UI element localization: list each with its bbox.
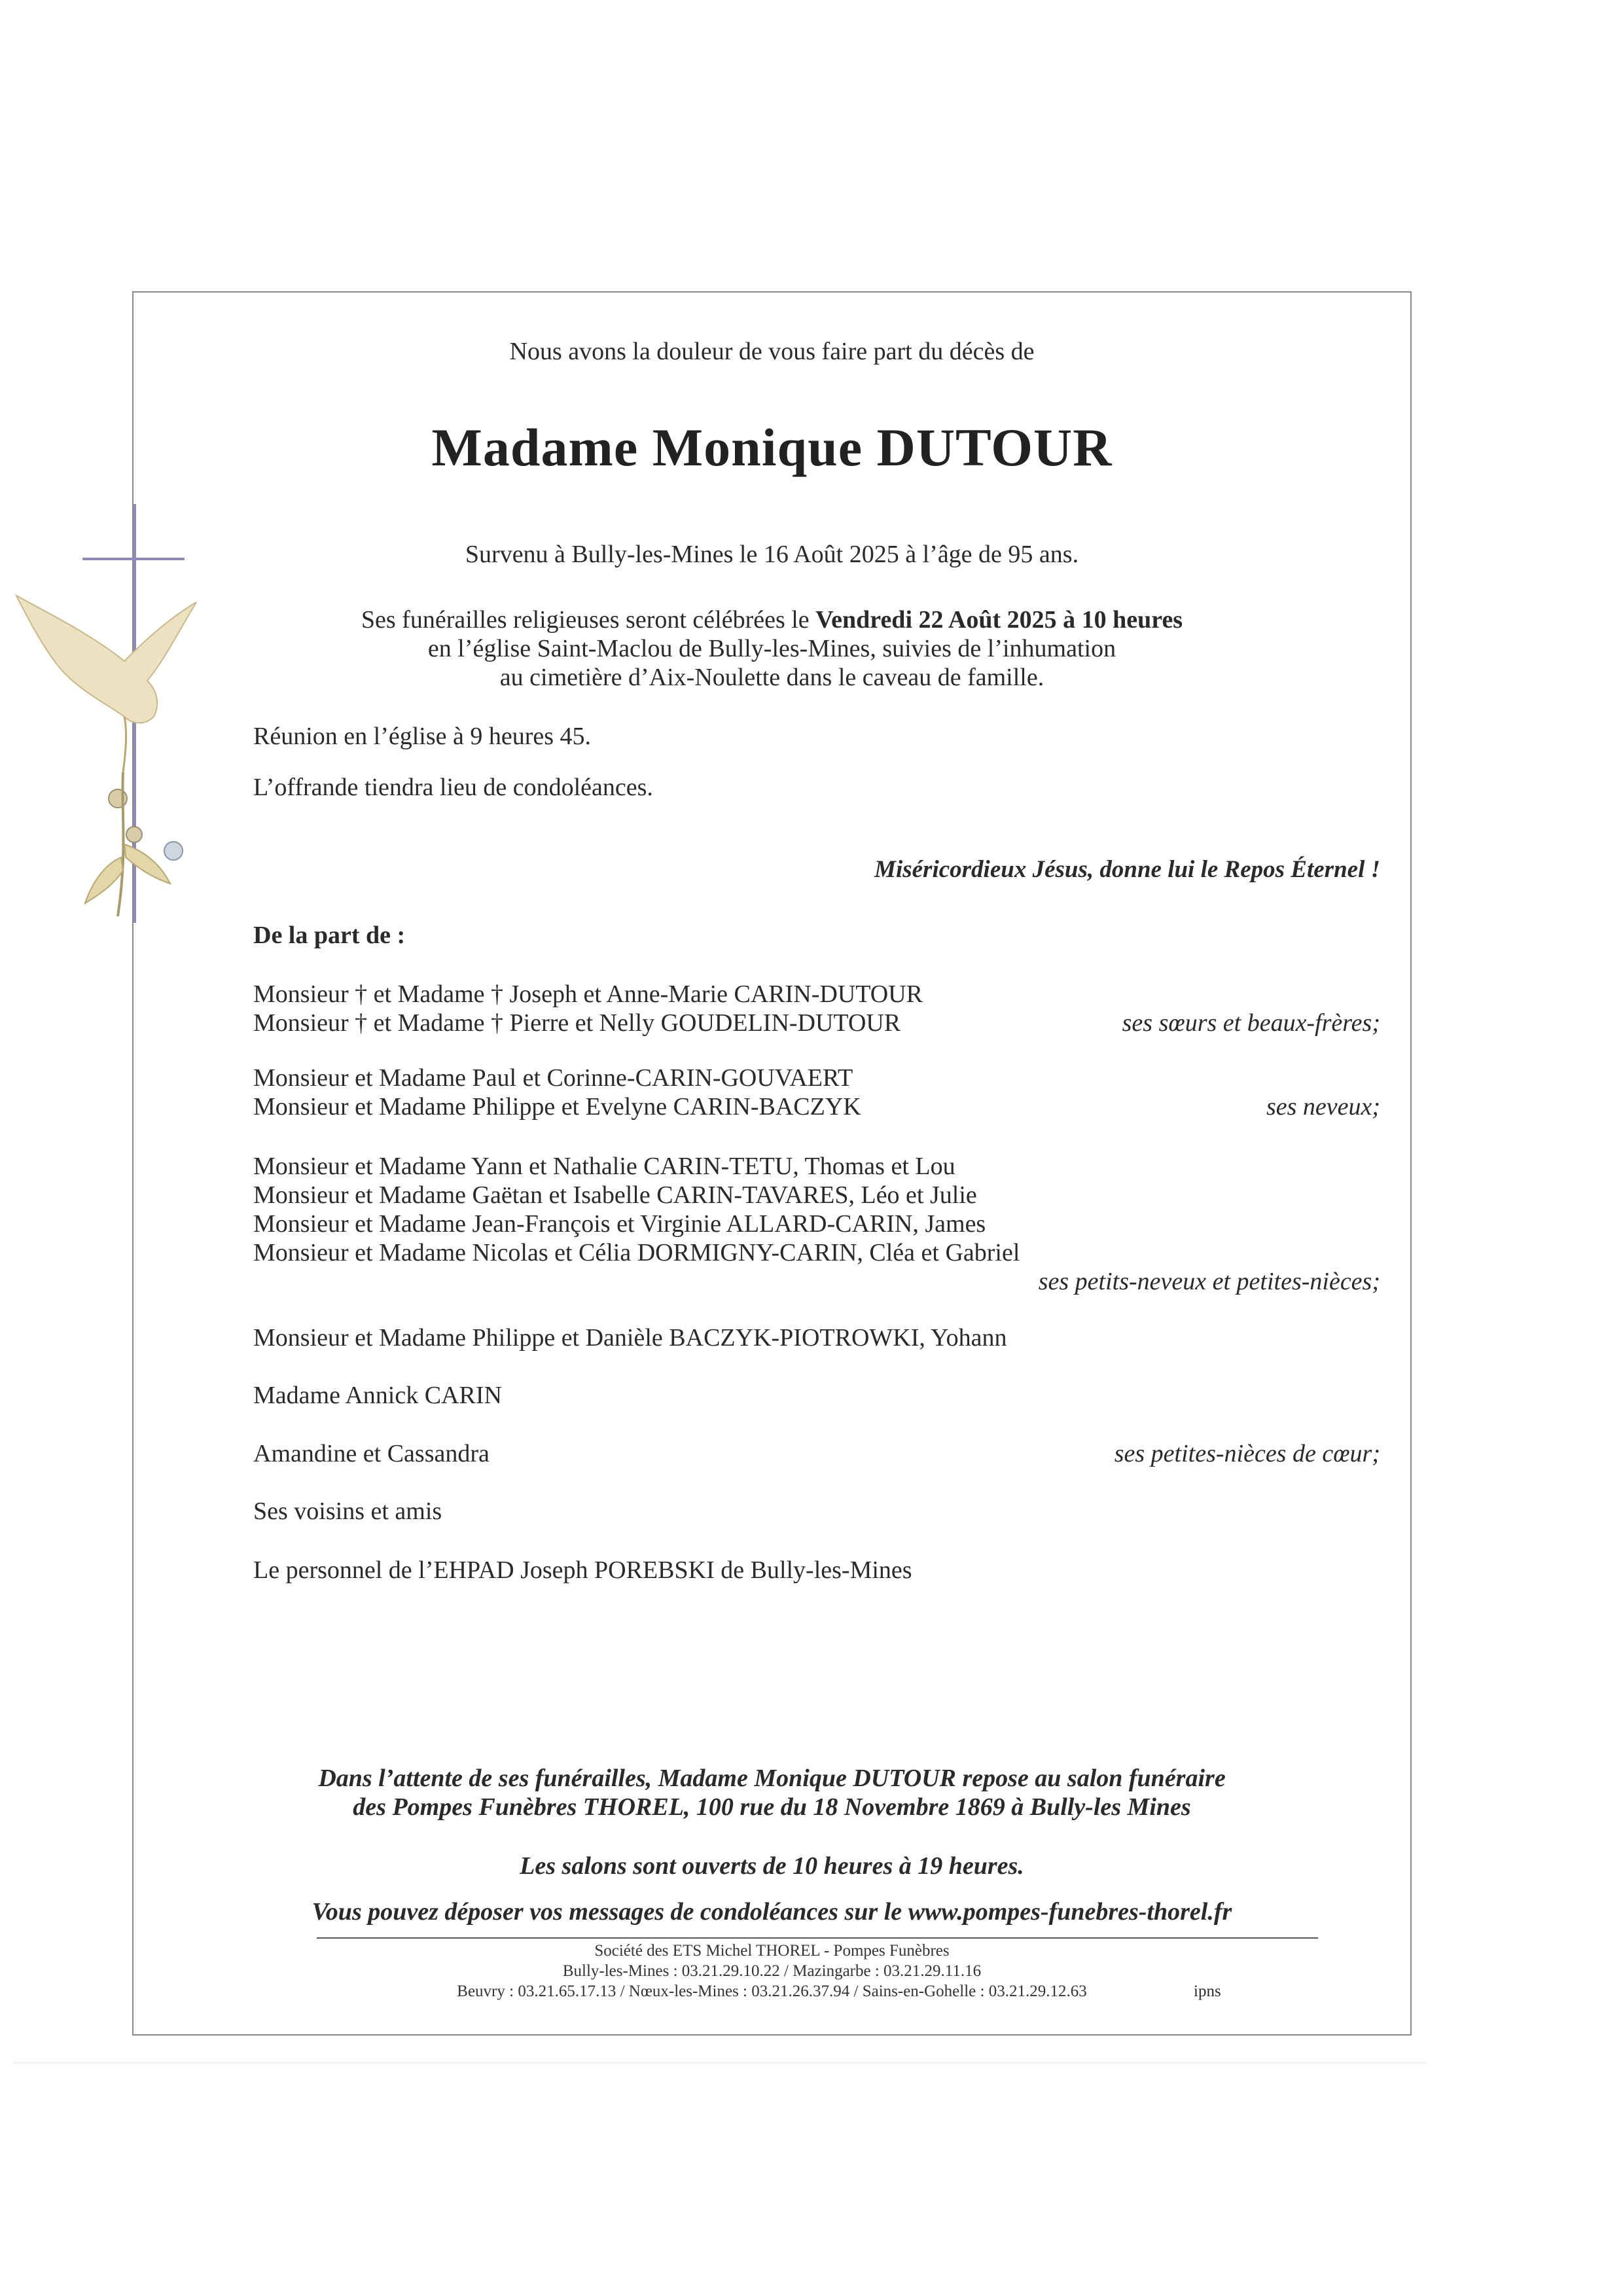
family-line: Ses voisins et amis (253, 1498, 442, 1525)
funeral-date: Vendredi 22 Août 2025 à 10 heures (815, 606, 1183, 634)
family-line: Monsieur et Madame Jean-François et Virginie ALLARD-CARIN, James (253, 1210, 986, 1238)
family-relation: ses sœurs et beaux-frères; (1122, 1009, 1380, 1037)
funeral-line-1 (134, 605, 1410, 635)
reunion-text: Réunion en l’église à 9 heures 45. (253, 723, 592, 750)
footer-divider (317, 1937, 1318, 1939)
family-line: Monsieur et Madame Gaëtan et Isabelle CARIN-TAVARES, Léo et Julie (253, 1181, 977, 1209)
salon-hours: Les salons sont ouverts de 10 heures à 19 heures. (520, 1852, 1024, 1880)
rest-notice-line-1: Dans l’attente de ses funérailles, Madame Monique DUTOUR repose au salon funéraire (318, 1765, 1226, 1792)
announcement-frame (132, 291, 1412, 2036)
family-line: Le personnel de l’EHPAD Joseph POREBSKI de Bully-les-Mines (253, 1556, 912, 1584)
family-line: Monsieur et Madame Yann et Nathalie CARIN-TETU, Thomas et Lou (253, 1153, 955, 1180)
family-line: Monsieur et Madame Paul et Corinne-CARIN-GOUVAERT (253, 1064, 853, 1092)
funeral-line-3: au cimetière d’Aix-Noulette dans le caveau de famille. (499, 664, 1044, 691)
family-relation: ses petites-nièces de cœur; (1114, 1440, 1380, 1467)
dove-flower-icon (13, 576, 236, 929)
family-line: Monsieur et Madame Philippe et Evelyne CARIN-BACZYK (253, 1093, 861, 1121)
rest-notice-line-2: des Pompes Funèbres THOREL, 100 rue du 18 Novembre 1869 à Bully-les Mines (353, 1793, 1191, 1821)
cross-bar (82, 558, 185, 560)
condolences-notice: Vous pouvez déposer vos messages de condoléances sur le www.pompes-funebres-thorel.fr (312, 1898, 1232, 1926)
footer-phones-1: Bully-les-Mines : 03.21.29.10.22 / Mazingarbe : 03.21.29.11.16 (562, 1962, 982, 1980)
intro-text: Nous avons la douleur de vous faire part du décès de (509, 338, 1035, 365)
footer-phones-2: Beuvry : 03.21.65.17.13 / Nœux-les-Mines : 03.21.26.37.94 / Sains-en-Gohelle : 03.21.29.12.63 (457, 1982, 1087, 2000)
from-heading: De la part de : (253, 922, 406, 949)
family-relation: ses petits-neveux et petites-nièces; (1038, 1268, 1380, 1295)
family-line: Monsieur et Madame Philippe et Danièle BACZYK-PIOTROWKI, Yohann (253, 1324, 1007, 1352)
funeral-line-1-text: Ses funérailles religieuses seront célébrées le (361, 606, 816, 634)
family-relation: ses neveux; (1266, 1093, 1380, 1121)
family-line: Monsieur † et Madame † Joseph et Anne-Marie CARIN-DUTOUR (253, 980, 923, 1008)
scan-edge (13, 2062, 1427, 2064)
prayer-text: Miséricordieux Jésus, donne lui le Repos Éternel ! (874, 856, 1380, 883)
family-line: Monsieur et Madame Nicolas et Célia DORMIGNY-CARIN, Cléa et Gabriel (253, 1239, 1020, 1266)
footer-ipns: ipns (1194, 1982, 1221, 2000)
family-line: Amandine et Cassandra (253, 1440, 490, 1467)
family-line: Madame Annick CARIN (253, 1382, 502, 1409)
offrande-text: L’offrande tiendra lieu de condoléances. (253, 774, 653, 801)
deceased-name: Madame Monique DUTOUR (431, 418, 1113, 477)
funeral-line-2: en l’église Saint-Maclou de Bully-les-Mines, suivies de l’inhumation (427, 635, 1116, 662)
death-details: Survenu à Bully-les-Mines le 16 Août 2025 à l’âge de 95 ans. (465, 541, 1079, 568)
family-line: Monsieur † et Madame † Pierre et Nelly GOUDELIN-DUTOUR (253, 1009, 901, 1037)
footer-company: Société des ETS Michel THOREL - Pompes Funèbres (594, 1942, 950, 1960)
